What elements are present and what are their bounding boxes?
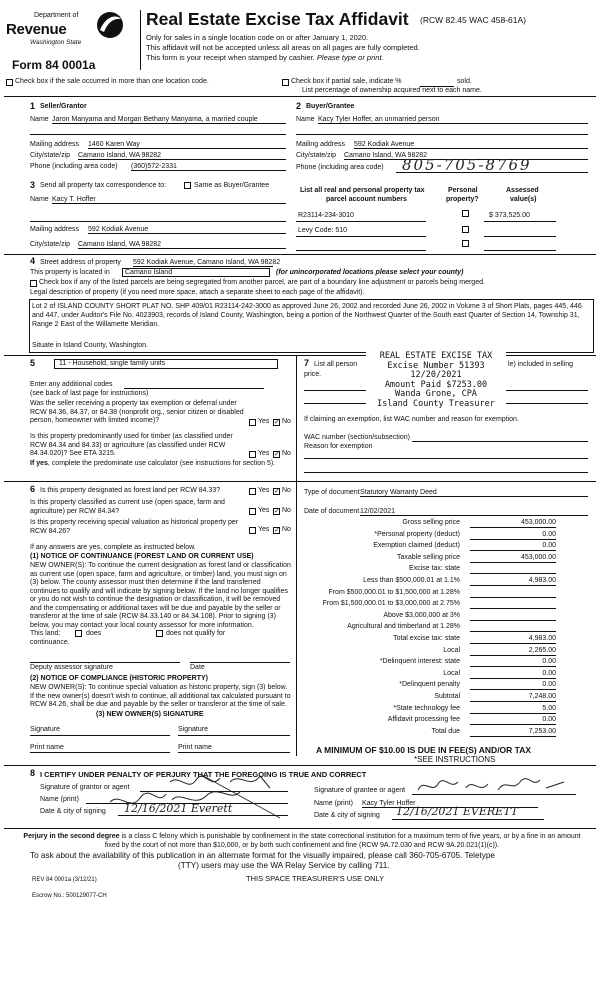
rule-section8 (4, 765, 596, 766)
owner-sig-line-2 (178, 735, 290, 736)
rule-top (4, 96, 596, 97)
parcel-col2-header-a: Personal (448, 187, 478, 194)
doc-date-field[interactable]: 12/02/2021 (360, 508, 588, 516)
street-label: Street address of property (40, 259, 121, 266)
historic-yes-checkbox[interactable] (249, 527, 256, 534)
section7-text-b: le) included in selling (508, 361, 573, 368)
forest-no-checkbox[interactable]: ✓ (274, 488, 280, 495)
tax-row-value[interactable]: 0.00 (470, 681, 556, 690)
owner-print-line-2 (178, 752, 290, 753)
grantor-date-label: Date & city of signing (40, 808, 106, 815)
section3-mailing-field[interactable]: 592 Kodiak Avenue (88, 226, 286, 234)
swoosh-icon (96, 10, 124, 40)
section6-q1: Is this property designated as forest land per RCW 84.33? (40, 487, 221, 494)
q1-yes-label: Yes (258, 418, 270, 425)
partial-sale-label: Check box if partial sale, indicate % (291, 78, 402, 85)
legal-description-text2: Situate in Island County, Washington. (32, 342, 148, 349)
tax-row-value[interactable]: 0.00 (470, 531, 556, 540)
tax-row-value[interactable]: 0.00 (470, 716, 556, 725)
stamp-line-5: Wanda Grone, CPA (395, 389, 477, 399)
value-line-3 (484, 250, 556, 251)
certify-statement: I CERTIFY UNDER PENALTY OF PERJURY THAT THE FOREGOING IS TRUE AND CORRECT (40, 770, 367, 779)
forest-yes-checkbox[interactable] (249, 488, 256, 495)
parcel-col3-header-a: Assessed (506, 187, 539, 194)
current-use-no-label: No (282, 507, 291, 514)
grantee-date-handwritten[interactable]: 12/16/2021 EVERETT (396, 805, 519, 818)
section7-text-a: List all person (314, 361, 358, 368)
owner-sig-line-1 (30, 735, 170, 736)
legal-description-box[interactable] (29, 299, 594, 353)
alt-format-line-2: (TTY) users may use the WA Relay Service by calling 711. (178, 861, 390, 870)
tax-row-label: Above $3,000,000 at 3% (383, 612, 460, 619)
segregated-checkbox[interactable] (30, 280, 37, 287)
located-label: This property is located in (30, 269, 110, 276)
section7-text-c: price. (304, 371, 322, 378)
tax-row-value[interactable] (470, 589, 556, 598)
tax-row-label: *Delinquent interest: state (379, 658, 460, 665)
tax-row-value[interactable]: 5.00 (470, 705, 556, 714)
logo-dept-text: Department of (34, 12, 79, 19)
tax-row-value[interactable] (470, 612, 556, 621)
personal-property-checkbox-1[interactable] (462, 210, 469, 217)
subtitle-1: Only for sales in a single location code on or after January 1, 2020. (146, 33, 369, 42)
if-yes-text: , complete the predominate use calculator (see instructions for section 5). (47, 460, 276, 467)
tax-row-value[interactable]: 7,248.00 (470, 693, 556, 702)
escrow-number: Escrow No.: 500129077-CH (32, 893, 107, 899)
stamp-line-1: REAL ESTATE EXCISE TAX (379, 351, 493, 361)
tax-row-value[interactable] (470, 600, 556, 609)
tax-row-value[interactable] (470, 623, 556, 632)
buyer-phone-label: Phone (including area code) (296, 164, 384, 171)
grantee-name-label: Name (print) (314, 800, 353, 807)
buyer-mailing-field[interactable]: 592 Kodiak Avenue (354, 141, 588, 149)
middle-divider (296, 355, 297, 756)
additional-codes-label: Enter any additional codes (30, 381, 113, 388)
notice1-text: NEW OWNER(S): To continue the current designation as forest land or classification as current use (open space, farm and agriculture, or timber) land, you must sign on (3) below. The county assessor must then determine if the land transferred continues to qualify and will indicate by signing below. If the land no longer qualifies or you do not wish to continue the designation or classification, it will be removed and the compensating or additional taxes will be due and payable by the seller or transferor at the time of sale (RCW 84.33.140 or 84.34.108). Prior to signing (3) below, you may contact your local county assessor for more information. (30, 562, 291, 629)
dor-logo (6, 12, 122, 58)
subtitle-3 (146, 53, 384, 62)
tax-row-value[interactable]: 0.00 (470, 658, 556, 667)
legal-description-text: Lot 2 of ISLAND COUNTY SHORT PLAT NO. SHP 409/01 R23114-242-3000 as approved June 26, 2002 and recorded June 26, 2002 in Volume 3 of Short Plats, pages 445, 446 and 447, under Auditor's File No. 4023903, records of Island County, Washington, being a portion of the Northwest Quarter of the South east Quarter of Section 14, Township 31, Range 2 East of the Willamette Meridian. (32, 303, 582, 328)
tax-row-label: Exemption claimed (deduct) (373, 542, 460, 549)
tax-row-label: *Delinquent penalty (399, 681, 460, 688)
value-line-2 (484, 236, 556, 237)
tax-row-label: *Personal property (deduct) (374, 531, 460, 538)
q2-yes-checkbox[interactable] (249, 451, 256, 458)
tax-row-label: Gross selling price (402, 519, 460, 526)
tax-row-value[interactable]: 4,983.00 (470, 577, 556, 586)
historic-no-checkbox[interactable]: ✓ (274, 527, 280, 534)
tax-row-label: Excise tax: state (409, 565, 460, 572)
segregated-label: Check box if any of the listed parcels are being segregated from another parcel, are part of a boundary line adjustment or parcels being merged. (39, 279, 485, 286)
reason-line-1 (304, 458, 588, 459)
logo-state-text: Washington State (30, 39, 82, 46)
subtitle-2: This affidavit will not be accepted unless all areas on all pages are fully completed. (146, 43, 420, 52)
tax-row-value[interactable] (470, 565, 556, 574)
partial-sale-checkbox[interactable] (282, 79, 289, 86)
tax-row-label: Less than $500,000.01 at 1.1% (363, 577, 460, 584)
treasurer-use-label: THIS SPACE TREASURER'S USE ONLY (246, 874, 385, 883)
value-line-1 (484, 221, 556, 222)
owner-signature-1[interactable]: Signature (30, 726, 60, 733)
seller-name-field[interactable]: Jaron Manyama and Morgan Bethany Manyama, a married couple (52, 116, 286, 124)
levy-code[interactable]: Levy Code: 510 (298, 227, 348, 234)
located-note: (for unincorporated locations please select your county) (276, 269, 464, 276)
grantor-name-label: Name (print) (40, 796, 79, 803)
this-land-label: This land: (30, 630, 61, 637)
subtitle-3a: This form is your receipt when stamped by cashier. (146, 53, 317, 62)
seller-phone-label: Phone (including area code) (30, 163, 118, 170)
street-field[interactable]: 592 Kodiak Avenue, Camano Island, WA 98282 (133, 259, 281, 266)
section5-q3 (30, 460, 280, 469)
wac-label: WAC number (section/subsection) (304, 434, 410, 441)
logo-revenue-text: Revenue (6, 21, 67, 38)
grantee-signature-scribble[interactable] (414, 776, 574, 796)
wac-line (412, 441, 588, 442)
tax-row-label: From $500,000.01 to $1,500,000 at 1.28% (328, 589, 460, 596)
tax-row-value[interactable]: 0.00 (470, 670, 556, 679)
rule-doc (296, 481, 596, 482)
buyer-heading: Buyer/Grantee (306, 103, 355, 110)
parcel-line-1 (296, 221, 426, 222)
seller-name-label: Name (30, 116, 49, 123)
q2-no-label: No (282, 450, 291, 457)
grantee-date-label: Date & city of signing (314, 812, 380, 819)
reason-label: Reason for exemption (304, 443, 373, 450)
new-owner-signature-title: (3) NEW OWNER(S) SIGNATURE (96, 711, 204, 718)
seller-blank-line (30, 134, 286, 135)
buyer-name-label: Name (296, 116, 315, 123)
does-not-qualify-checkbox[interactable] (156, 630, 163, 637)
parcel-number-1[interactable]: R23114-234-3010 (298, 212, 354, 219)
tax-row-label: Affidavit processing fee (387, 716, 460, 723)
forest-yes-label: Yes (258, 487, 270, 494)
current-use-yes-checkbox[interactable] (249, 508, 256, 515)
perjury-bold: Perjury in the second degree (23, 833, 120, 840)
historic-yes-label: Yes (258, 526, 270, 533)
tax-row-label: Taxable selling price (396, 554, 460, 561)
buyer-city-field[interactable]: Camano Island, WA 98282 (344, 152, 588, 160)
section5-number: 5 (30, 358, 36, 368)
seller-section-number: 1 (30, 101, 36, 111)
revision-label: REV 84 0001a (3/12/21) (32, 877, 97, 883)
page-title: Real Estate Excise Tax Affidavit (146, 9, 409, 29)
stamp-line-3: 12/20/2021 (410, 370, 462, 380)
section3-name-field[interactable]: Kacy T. Hoffer (52, 196, 286, 204)
deputy-signature-label[interactable]: Deputy assessor signature (30, 664, 113, 671)
does-qualify-checkbox[interactable] (75, 630, 82, 637)
current-use-no-checkbox[interactable]: ✓ (274, 508, 280, 515)
tax-row-label: Total due (431, 728, 460, 735)
minimum-due-notice: A MINIMUM OF $10.00 IS DUE IN FEE(S) AND/OR TAX (316, 745, 532, 755)
tax-row-label: *State technology fee (393, 705, 460, 712)
section6-number: 6 (30, 484, 36, 494)
header-divider (140, 10, 141, 70)
seller-mailing-label: Mailing address (30, 141, 80, 148)
section5-q2: Is this property predominantly used for timber (as classified under RCW 84.34 and 84.33) or agriculture (as classified under RCW 84.34.020)? See ETA 3215. (30, 433, 233, 457)
assessed-value-1[interactable]: $ 373,525.00 (489, 212, 530, 219)
section3-number: 3 (30, 180, 36, 190)
located-select[interactable]: Camano Island (122, 268, 270, 277)
q1-no-checkbox[interactable]: ✓ (274, 419, 280, 426)
doc-type-label: Type of document (304, 489, 360, 496)
seller-heading: Seller/Grantor (40, 103, 87, 110)
rcw-reference: (RCW 82.45 WAC 458-61A) (420, 15, 526, 25)
tax-row-value[interactable]: 453,000.00 (470, 519, 556, 528)
rule-section5 (4, 355, 596, 356)
section7-number: 7 (304, 358, 310, 368)
tax-row-label: Local (443, 670, 460, 677)
parcel-col1-header-a: List all real and personal property tax (300, 187, 425, 194)
treasurer-stamp (366, 352, 506, 409)
doc-date-label: Date of document (304, 508, 360, 515)
stamp-line-4: Amount Paid $7253.00 (384, 379, 488, 390)
section3-text: Send all property tax correspondence to: (40, 182, 167, 189)
parcel-line-3 (296, 250, 426, 251)
forest-no-label: No (282, 487, 291, 494)
q1-yes-checkbox[interactable] (249, 419, 256, 426)
rule-footer (4, 828, 596, 829)
buyer-phone-handwritten[interactable]: 805-705-8769 (402, 156, 532, 174)
tax-row-value[interactable]: 2,265.00 (470, 647, 556, 656)
deputy-sig-line (30, 662, 180, 663)
same-as-buyer-checkbox[interactable] (184, 182, 191, 189)
section3-name-label: Name (30, 196, 49, 203)
multi-location-label: Check box if the sale occurred in more than one location code. (15, 78, 209, 85)
section5-q1: Was the seller receiving a property tax exemption or deferral under RCW 84.36, 84.37, or 84.38 (nonprofit org., senior citizen or disabled person, homeowner with limited income)? (30, 400, 244, 424)
tax-row-value[interactable]: 0.00 (470, 542, 556, 551)
if-yes-bold: If yes (30, 460, 48, 467)
tax-row-label: Total excise tax: state (393, 635, 460, 642)
same-as-buyer-label: Same as Buyer/Grantee (194, 182, 270, 189)
perjury-text: is a class C felony which is punishable by confinement in the state correctional institution for a maximum term of five years, or by a fine in an amount fixed by the court of not more than $10,000, or by both such confinement and fine (RCW 9A.72.030 and RCW 9A.20.021(1)(c)). (104, 833, 581, 849)
q2-yes-label: Yes (258, 450, 270, 457)
q2-no-checkbox[interactable]: ✓ (274, 451, 280, 458)
tax-row-label: Local (443, 647, 460, 654)
buyer-mailing-label: Mailing address (296, 141, 346, 148)
see-instructions: *SEE INSTRUCTIONS (414, 755, 496, 764)
parcel-col1-header-b: parcel account numbers (326, 196, 407, 203)
tax-row-value[interactable]: 7,253.00 (470, 728, 556, 737)
form-number: Form 84 0001a (12, 58, 96, 72)
q1-no-label: No (282, 418, 291, 425)
grantee-date-line (392, 819, 544, 820)
section3-blank-line (30, 221, 286, 222)
buyer-section-number: 2 (296, 101, 302, 111)
grantor-signature-label: Signature of grantor or agent (40, 784, 130, 791)
rule-section4 (4, 254, 596, 255)
legal-description-label: Legal description of property (if you need more space, attach a separate sheet to each page of the affidavit). (30, 289, 365, 296)
does-label: does (86, 630, 102, 637)
seller-mailing-field[interactable]: 1460 Karen Way (88, 141, 286, 149)
see-back-label: (see back of last page for instructions) (30, 390, 149, 397)
section3-mailing-label: Mailing address (30, 226, 80, 233)
parcel-col2-header-b: property? (446, 196, 479, 203)
seller-phone-field[interactable]: (360)572-2331 (131, 163, 286, 171)
section6-q3: Is this property receiving special valuation as historical property per RCW 84.26? (30, 519, 239, 535)
section3-city-label: City/state/zip (30, 241, 71, 248)
personal-property-checkbox-3[interactable] (462, 240, 469, 247)
if-any-yes: If any answers are yes, complete as instructed below. (30, 544, 196, 551)
multi-location-checkbox[interactable] (6, 79, 13, 86)
deputy-date-line (190, 662, 290, 663)
tax-row-label: Agricultural and timberland at 1.28% (347, 623, 460, 630)
partial-sold-label: sold. (457, 78, 472, 85)
buyer-city-label: City/state/zip (296, 152, 337, 159)
section3-city-field[interactable]: Camano Island, WA 98282 (78, 241, 286, 249)
owner-signature-2[interactable]: Signature (178, 726, 208, 733)
parcel-col3-header-b: value(s) (510, 196, 537, 203)
land-use-select[interactable]: 11 - Household, single family units (54, 359, 278, 369)
deputy-date-label[interactable]: Date (190, 664, 205, 671)
tax-row-label: From $1,500,000.01 to $3,000,000 at 2.75% (322, 600, 460, 607)
grantee-signature-label: Signature of grantee or agent (314, 787, 406, 794)
tax-row-label: Subtotal (434, 693, 460, 700)
grantor-date-handwritten[interactable]: 12/16/2021 Everett (124, 802, 233, 815)
stamp-line-6: Island County Treasurer (377, 398, 495, 409)
section6-q2: Is this property classified as current use (open space, farm and agriculture) per RCW 84.34? (30, 499, 225, 515)
grantee-name-field[interactable]: Kacy Tyler Hoffer (362, 800, 538, 808)
seller-city-label: City/state/zip (30, 152, 71, 159)
buyer-blank-line (296, 134, 588, 135)
stamp-line-2: Excise Number 51393 (387, 360, 485, 371)
tax-row-value[interactable]: 453,000.00 (470, 554, 556, 563)
rule-section6-left (4, 481, 296, 482)
perjury-notice (16, 832, 588, 850)
section4-number: 4 (30, 256, 36, 266)
subtitle-3b: Please type or print. (316, 53, 384, 62)
doc-type-field[interactable]: Statutory Warranty Deed (360, 489, 588, 497)
reason-line-2 (304, 472, 588, 473)
historic-no-label: No (282, 526, 291, 533)
parcel-line-2 (296, 236, 426, 237)
current-use-yes-label: Yes (258, 507, 270, 514)
seller-city-field[interactable]: Camano Island, WA 98282 (78, 152, 286, 160)
notice1-title: (1) NOTICE OF CONTINUANCE (FOREST LAND OR CURRENT USE) (30, 553, 254, 560)
additional-codes-line (124, 388, 264, 389)
personal-property-checkbox-2[interactable] (462, 226, 469, 233)
continuance-label: continuance. (30, 639, 70, 646)
owner-print-name-2[interactable]: Print name (178, 744, 212, 751)
alt-format-line-1: To ask about the availability of this publication in an alternate format for the visually impaired, please call 360-705-6705. Teletype (30, 851, 495, 860)
owner-print-name-1[interactable]: Print name (30, 744, 64, 751)
notice2-title: (2) NOTICE OF COMPLIANCE (HISTORIC PROPERTY) (30, 675, 208, 682)
notice2-text: NEW OWNER(S): To continue special valuation as historic property, sign (3) below. If the new owner(s) doesn't wish to continue, all additional tax calculated pursuant to RCW 84.26, shall be due and payable by the seller or transferor at the time of sale. (30, 684, 291, 708)
tax-row-value[interactable]: 4,983.00 (470, 635, 556, 644)
section8-number: 8 (30, 768, 36, 778)
owner-print-line-1 (30, 752, 170, 753)
buyer-name-field[interactable]: Kacy Tyler Hoffer, an unmarried person (318, 116, 588, 124)
does-not-label: does not qualify for (166, 630, 226, 637)
exemption-claim-label: If claiming an exemption, list WAC number and reason for exemption. (304, 416, 519, 423)
partial-note: List percentage of ownership acquired next to each name. (302, 87, 482, 94)
